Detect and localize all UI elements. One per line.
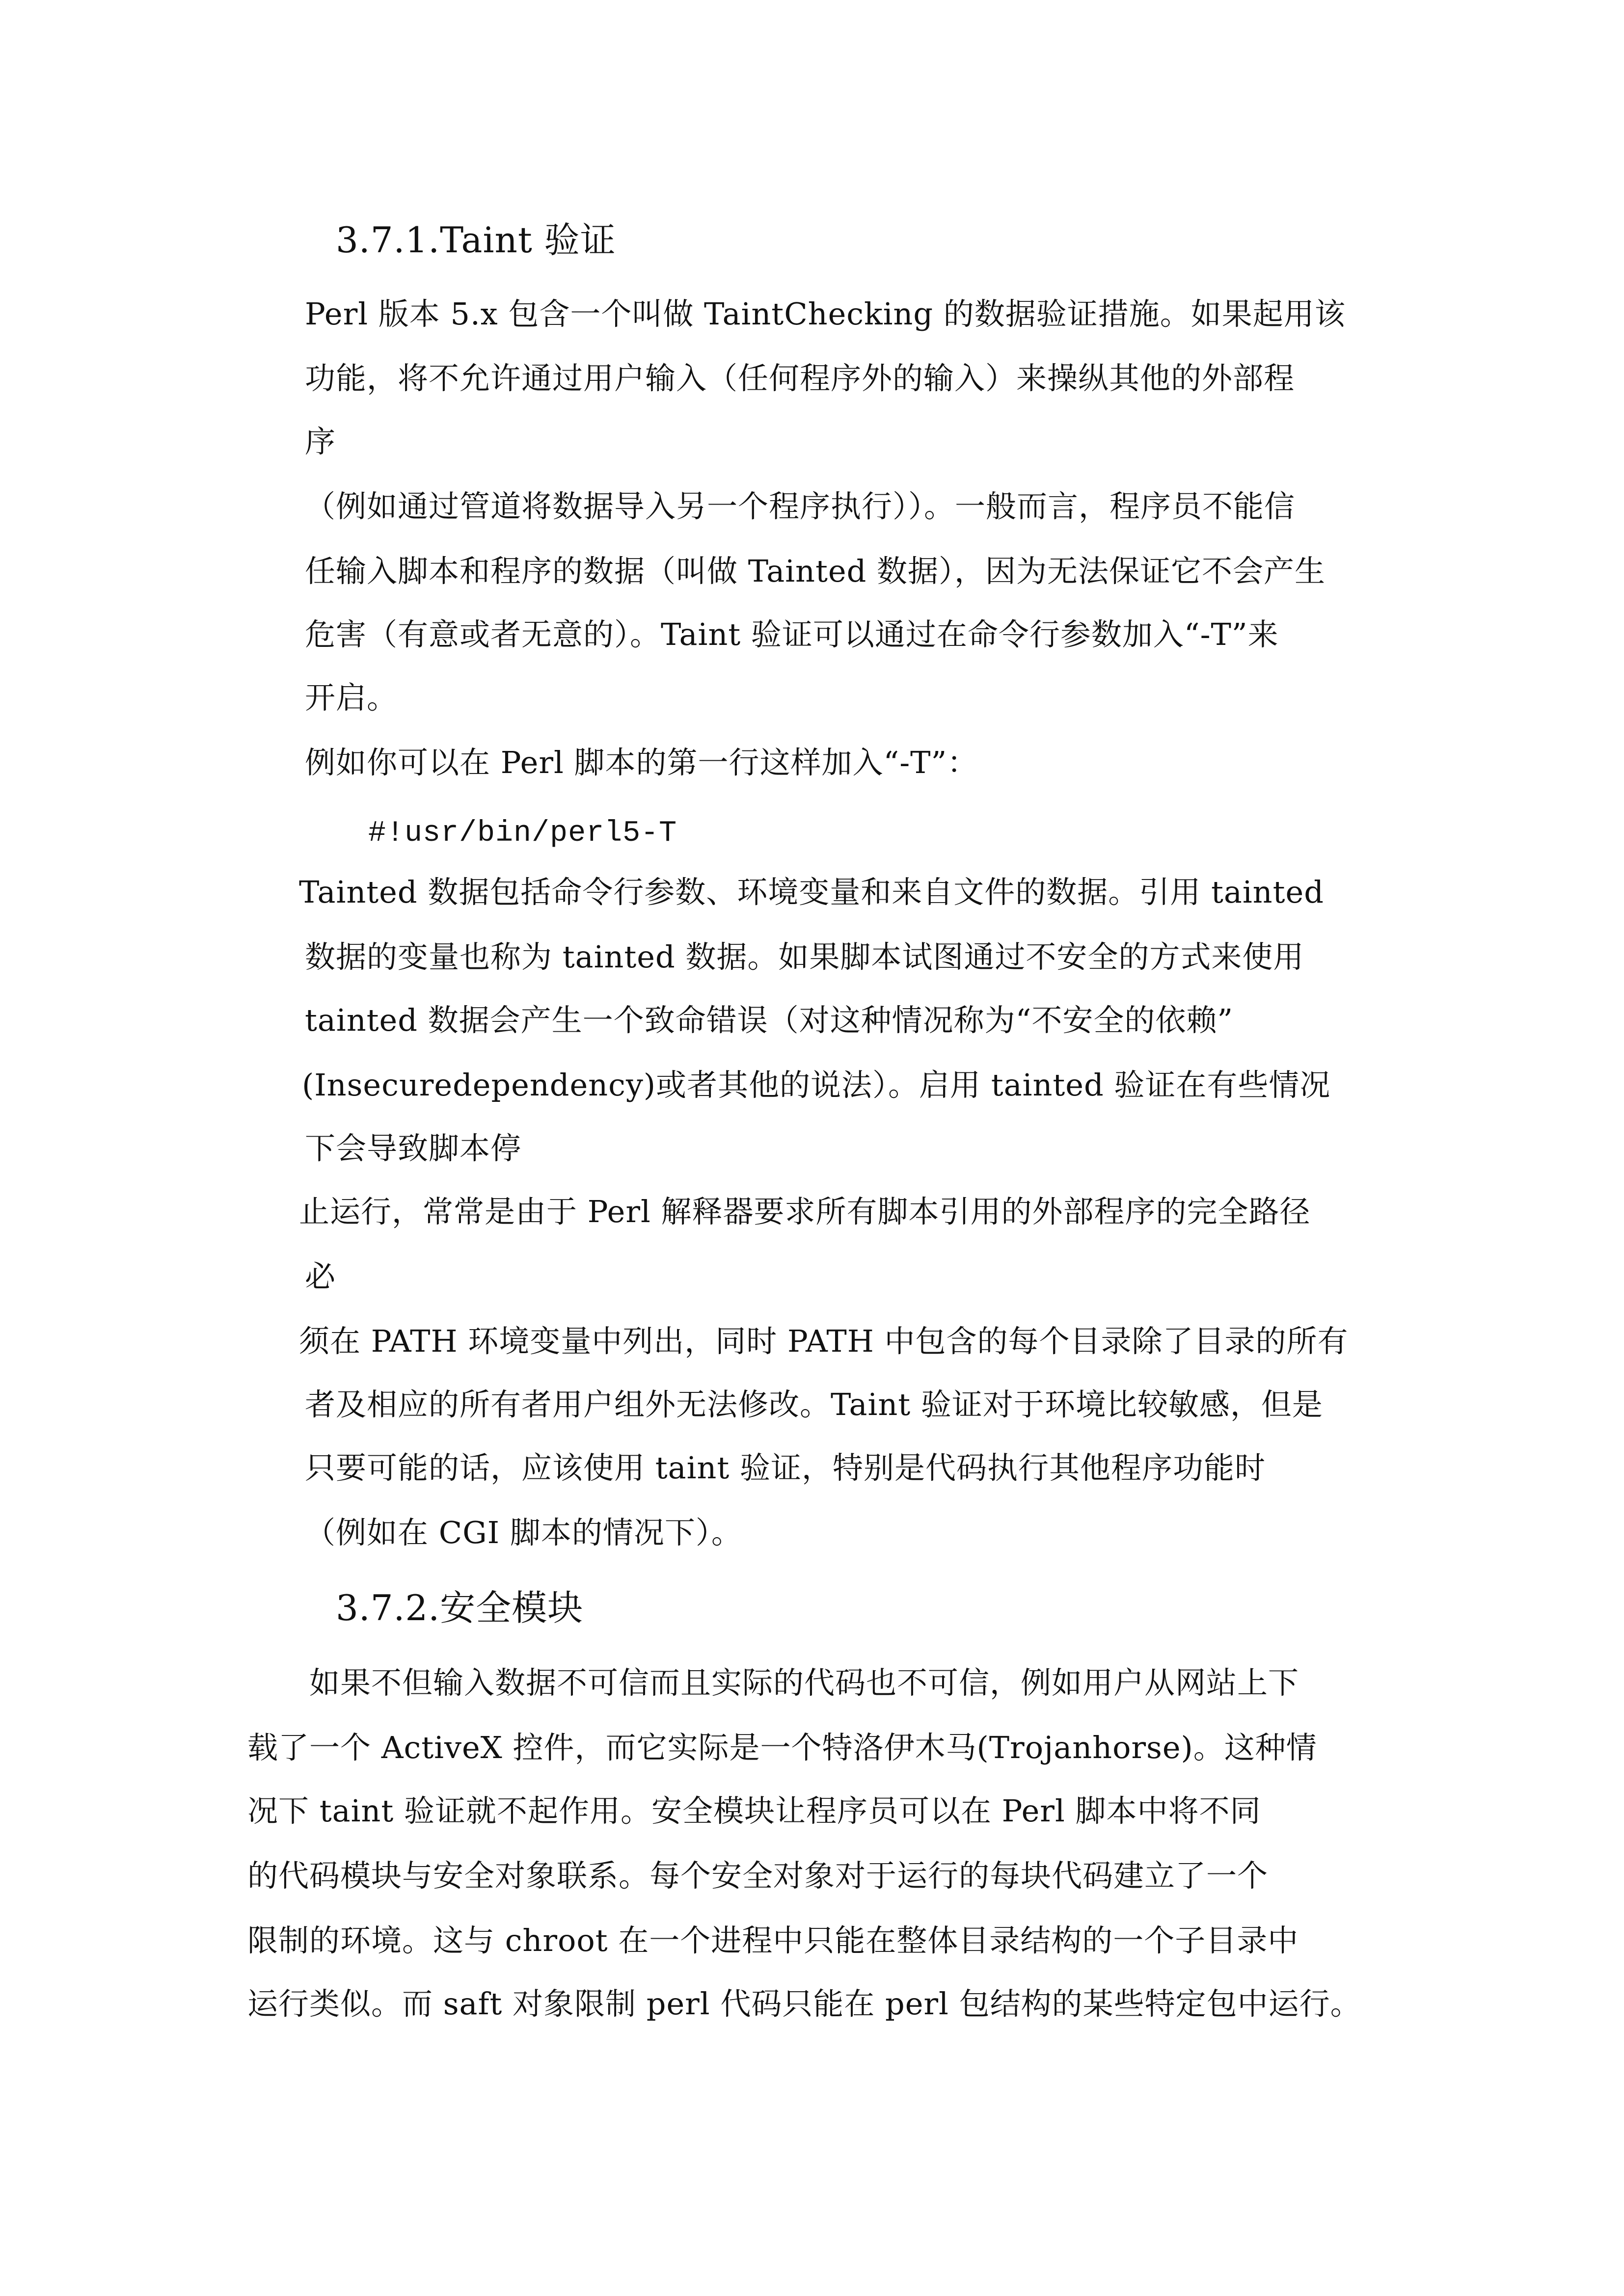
- paragraph-line: 危害（有意或者无意的）。Taint 验证可以通过在命令行参数加入“-T”来: [305, 616, 1279, 652]
- code-shebang-line: #!usr/bin/perl5-T: [368, 817, 677, 850]
- paragraph-line: 者及相应的所有者用户组外无法修改。Taint 验证对于环境比较敏感，但是: [305, 1387, 1323, 1422]
- paragraph-line: 止运行，常常是由于 Perl 解释器要求所有脚本引用的外部程序的完全路径: [299, 1194, 1311, 1229]
- paragraph-line: tainted 数据会产生一个致命错误（对这种情况称为“不安全的依赖”: [305, 1002, 1234, 1038]
- paragraph-line: 的代码模块与安全对象联系。每个安全对象对于运行的每块代码建立了一个: [247, 1858, 1269, 1894]
- paragraph-line: Tainted 数据包括命令行参数、环境变量和来自文件的数据。引用 tainted: [299, 874, 1324, 910]
- paragraph-line: 运行类似。而 saft 对象限制 perl 代码只能在 perl 包结构的某些特定包中运行。: [247, 1986, 1361, 2022]
- paragraph-line: （例如通过管道将数据导入另一个程序执行））。一般而言，程序员不能信: [305, 488, 1296, 524]
- paragraph-line: 任输入脚本和程序的数据（叫做 Tainted 数据），因为无法保证它不会产生: [305, 553, 1326, 589]
- paragraph-line: 如果不但输入数据不可信而且实际的代码也不可信，例如用户从网站上下: [309, 1665, 1299, 1701]
- section-heading-safe-module: 3.7.2.安全模块: [336, 1587, 584, 1629]
- paragraph-line: Perl 版本 5.x 包含一个叫做 TaintChecking 的数据验证措施。如果起用该: [305, 296, 1346, 332]
- paragraph-line: 开启。: [305, 680, 398, 716]
- paragraph-line: (Insecuredependency)或者其他的说法）。启用 tainted 验证在有些情况: [302, 1067, 1331, 1103]
- paragraph-line: 必: [305, 1258, 336, 1294]
- paragraph-line: 只要可能的话，应该使用 taint 验证，特别是代码执行其他程序功能时: [305, 1450, 1266, 1486]
- paragraph-line: 载了一个 ActiveX 控件，而它实际是一个特洛伊木马(Trojanhorse)。这种情: [247, 1730, 1317, 1765]
- paragraph-line: 例如你可以在 Perl 脚本的第一行这样加入“-T”：: [305, 745, 978, 780]
- paragraph-line: 限制的环境。这与 chroot 在一个进程中只能在整体目录结构的一个子目录中: [247, 1922, 1299, 1958]
- paragraph-line: （例如在 CGI 脚本的情况下）。: [305, 1515, 742, 1550]
- section-heading-taint: 3.7.1.Taint 验证: [336, 219, 616, 261]
- paragraph-line: 须在 PATH 环境变量中列出，同时 PATH 中包含的每个目录除了目录的所有: [299, 1323, 1349, 1359]
- paragraph-line: 数据的变量也称为 tainted 数据。如果脚本试图通过不安全的方式来使用: [305, 939, 1304, 975]
- paragraph-line: 况下 taint 验证就不起作用。安全模块让程序员可以在 Perl 脚本中将不同: [247, 1793, 1261, 1829]
- paragraph-line: 序: [305, 424, 336, 459]
- paragraph-line: 下会导致脚本停: [305, 1130, 522, 1166]
- paragraph-line: 功能，将不允许通过用户输入（任何程序外的输入）来操纵其他的外部程: [305, 360, 1295, 396]
